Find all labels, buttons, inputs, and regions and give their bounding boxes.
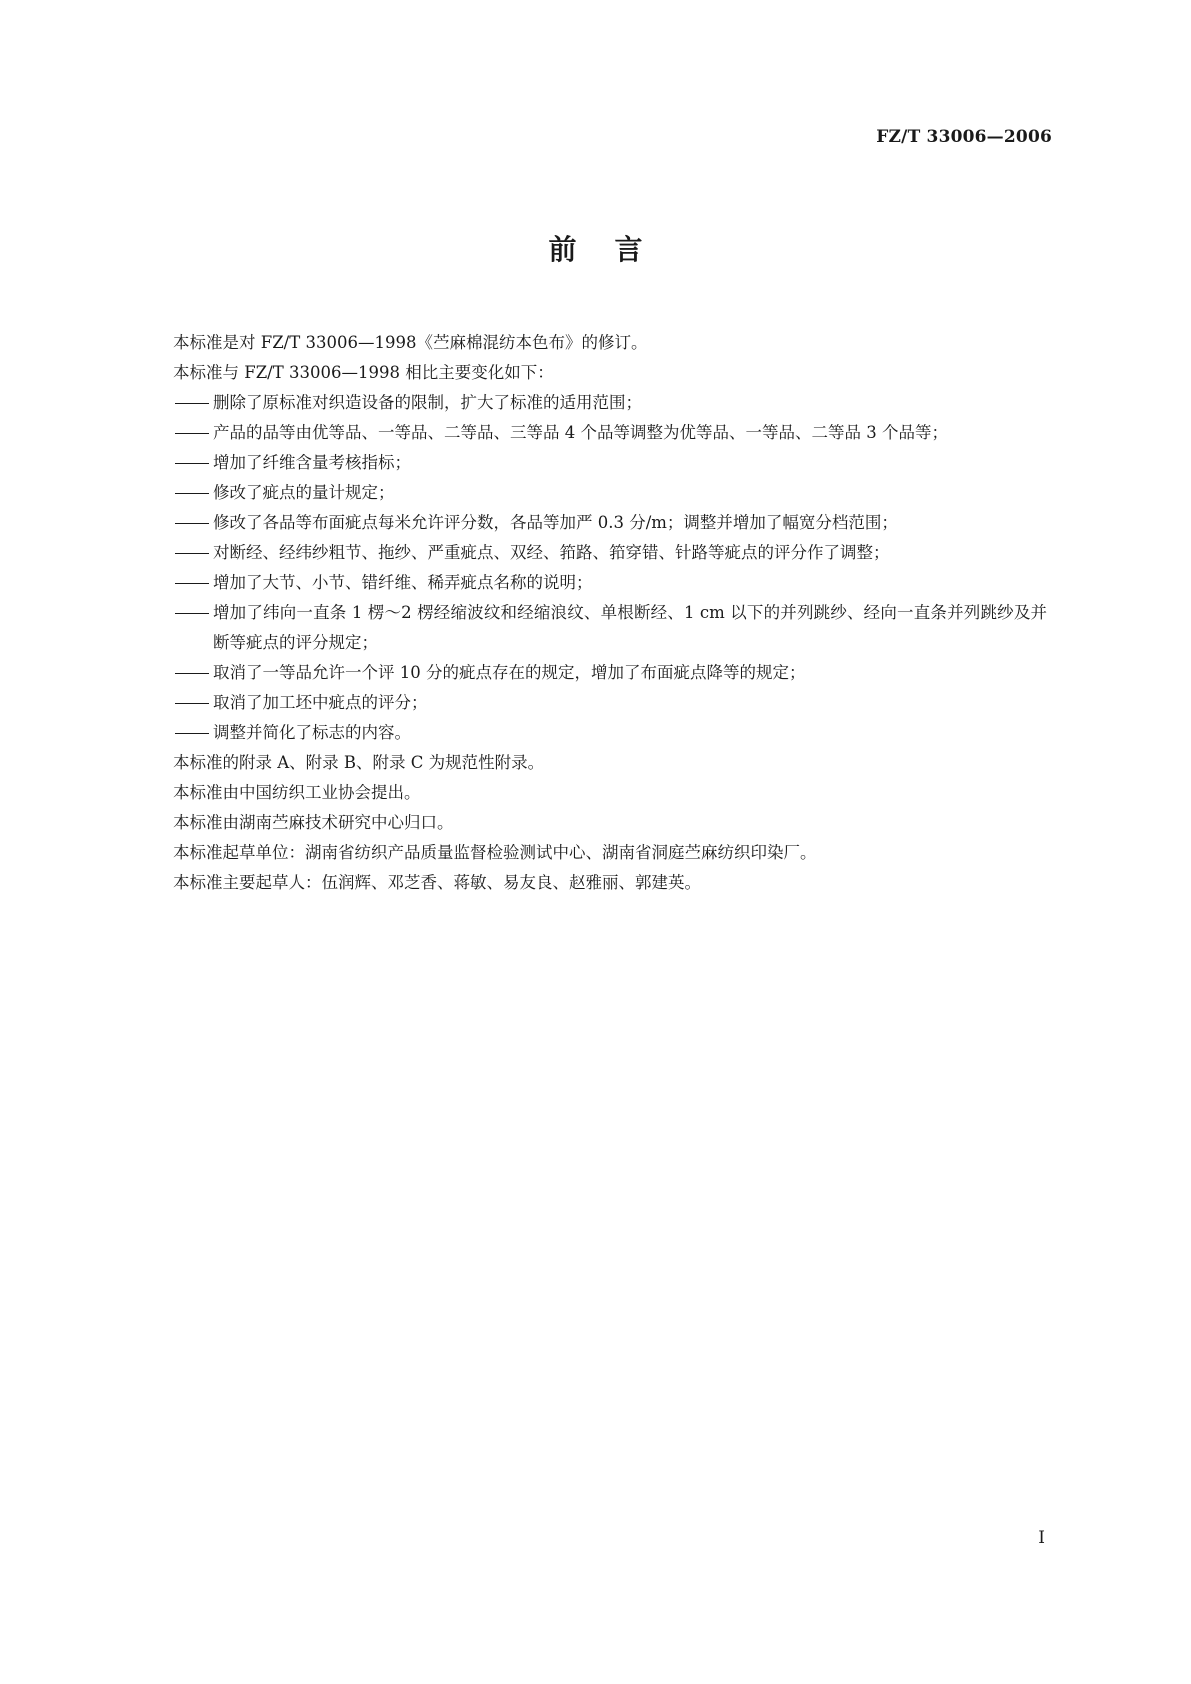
list-item: [173, 538, 1047, 568]
list-item-text: 取消了一等品允许一个评 10 分的疵点存在的规定，增加了布面疵点降等的规定；: [213, 663, 806, 682]
list-item: [173, 568, 1047, 598]
closing-paragraph: 本标准由中国纺织工业协会提出。: [173, 783, 421, 802]
list-item: [173, 418, 1047, 448]
closing-paragraph: 本标准主要起草人：伍润辉、邓芝香、蒋敏、易友良、赵雅丽、郭建英。: [173, 873, 701, 892]
list-item: [173, 658, 1047, 688]
list-item: [173, 508, 1047, 538]
dash-marker: [173, 598, 213, 658]
dash-marker: [173, 688, 213, 718]
dash-marker: [173, 658, 213, 688]
standard-code: FZ/T 33006—2006: [876, 127, 1052, 147]
list-item-text: 删除了原标准对织造设备的限制，扩大了标准的适用范围；: [213, 393, 642, 412]
list-item-text: 增加了纤维含量考核指标；: [213, 453, 411, 472]
intro-paragraph: 本标准是对 FZ/T 33006—1998《苎麻棉混纺本色布》的修订。: [173, 333, 648, 352]
dash-marker: [173, 538, 213, 568]
changes-list: [173, 388, 1047, 748]
page-number: I: [1038, 1528, 1045, 1548]
list-item-text: 取消了加工坯中疵点的评分；: [213, 693, 428, 712]
list-item: [173, 388, 1047, 418]
list-item: [173, 448, 1047, 478]
intro-paragraph: 本标准与 FZ/T 33006—1998 相比主要变化如下：: [173, 363, 554, 382]
list-item-text: 修改了各品等布面疵点每米允许评分数，各品等加严 0.3 分/m；调整并增加了幅宽分档范围；: [213, 513, 898, 532]
dash-marker: [173, 448, 213, 478]
list-item-text: 产品的品等由优等品、一等品、二等品、三等品 4 个品等调整为优等品、一等品、二等品 3 个品等；: [213, 423, 948, 442]
closing-paragraph: 本标准起草单位：湖南省纺织产品质量监督检验测试中心、湖南省洞庭苎麻纺织印染厂。: [173, 843, 817, 862]
list-item: [173, 718, 1047, 748]
dash-marker: [173, 478, 213, 508]
dash-marker: [173, 568, 213, 598]
dash-marker: [173, 388, 213, 418]
dash-marker: [173, 718, 213, 748]
list-item-text: 对断经、经纬纱粗节、拖纱、严重疵点、双经、筘路、筘穿错、针路等疵点的评分作了调整；: [213, 543, 890, 562]
list-item: [173, 688, 1047, 718]
dash-marker: [173, 508, 213, 538]
closing-paragraph: 本标准的附录 A、附录 B、附录 C 为规范性附录。: [173, 753, 545, 772]
list-item-text: 增加了大节、小节、错纤维、稀弄疵点名称的说明；: [213, 573, 593, 592]
list-item-text: 增加了纬向一直条 1 楞～2 楞经缩波纹和经缩浪纹、单根断经、1 cm 以下的并列跳纱、经向一直条并列跳纱及并断等疵点的评分规定；: [213, 603, 1047, 652]
list-item: [173, 478, 1047, 508]
dash-marker: [173, 418, 213, 448]
list-item-text: 修改了疵点的量计规定；: [213, 483, 395, 502]
closing-paragraph: 本标准由湖南苎麻技术研究中心归口。: [173, 813, 454, 832]
list-item-text: 调整并简化了标志的内容。: [213, 723, 411, 742]
list-item: [173, 598, 1047, 658]
page-title: 前言: [548, 233, 681, 266]
foreword-body: [173, 328, 1047, 898]
